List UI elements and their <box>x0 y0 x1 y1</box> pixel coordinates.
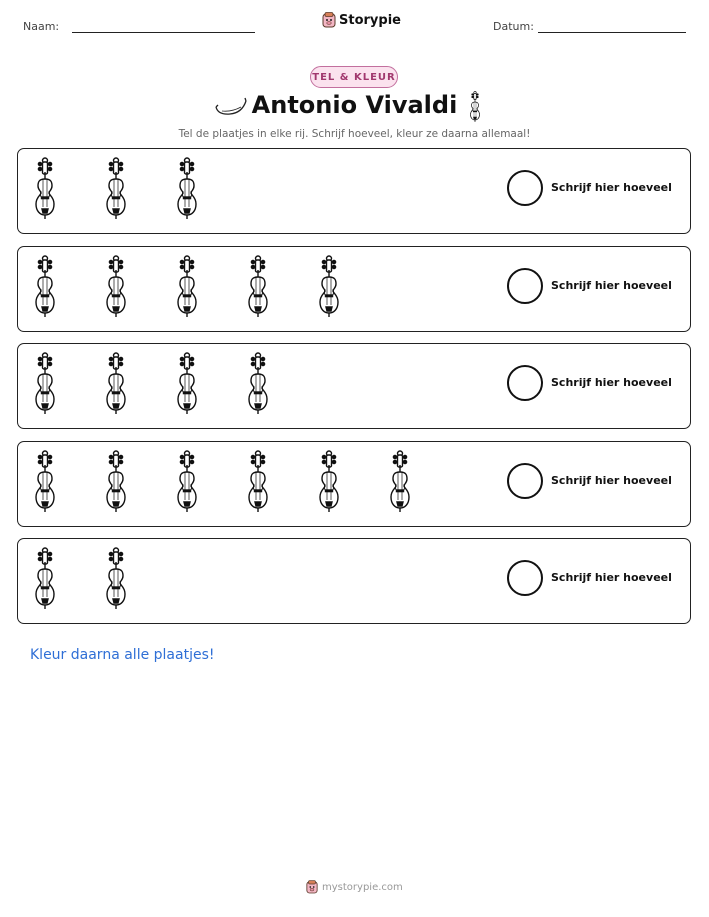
site-footer <box>306 880 403 894</box>
violin-icon[interactable] <box>102 547 130 611</box>
violin-icon[interactable] <box>102 157 130 221</box>
violin-icon[interactable] <box>31 547 59 611</box>
answer-circle[interactable] <box>507 268 543 304</box>
date-label: Datum: <box>493 20 534 33</box>
counting-row <box>17 148 691 234</box>
violin-icon[interactable] <box>173 450 201 514</box>
title-row <box>0 91 709 125</box>
activity-badge: TEL & KLEUR <box>310 66 398 88</box>
instructions: Tel de plaatjes in elke rij. Schrijf hoeveel, kleur ze daarna allemaal! <box>178 128 531 140</box>
violin-icon[interactable] <box>173 255 201 319</box>
site-url: mystorypie.com <box>322 881 403 893</box>
violin-icon[interactable] <box>244 450 272 514</box>
brand-name: Storypie <box>339 12 401 28</box>
answer-label: Schrijf hier hoeveel <box>551 278 672 292</box>
pig-mascot-icon <box>322 12 336 28</box>
violin-icon <box>466 91 484 123</box>
violin-icon[interactable] <box>315 450 343 514</box>
answer-label: Schrijf hier hoeveel <box>551 571 672 584</box>
counting-row <box>17 441 691 527</box>
pig-mascot-icon <box>306 880 318 894</box>
violin-icon[interactable] <box>31 352 59 416</box>
counting-row <box>17 343 691 429</box>
worksheet-header <box>0 0 709 44</box>
footer-note: Kleur daarna alle plaatjes! <box>30 647 215 663</box>
name-label: Naam: <box>23 20 60 33</box>
violin-icon[interactable] <box>173 352 201 416</box>
violin-icon[interactable] <box>102 450 130 514</box>
page-title: Antonio Vivaldi <box>251 91 458 119</box>
violin-icon[interactable] <box>31 450 59 514</box>
storypie-logo <box>322 12 401 28</box>
answer-label: Schrijf hier hoeveel <box>551 473 672 487</box>
answer-circle[interactable] <box>507 170 543 206</box>
violin-icon[interactable] <box>315 255 343 319</box>
violin-icon[interactable] <box>173 157 201 221</box>
answer-circle[interactable] <box>507 365 543 401</box>
violin-icon[interactable] <box>102 352 130 416</box>
counting-row <box>17 246 691 332</box>
violin-icon[interactable] <box>244 255 272 319</box>
answer-label: Schrijf hier hoeveel <box>551 181 672 194</box>
answer-circle[interactable] <box>507 560 543 596</box>
violin-icon[interactable] <box>31 255 59 319</box>
answer-circle[interactable] <box>507 463 543 499</box>
answer-label: Schrijf hier hoeveel <box>551 376 672 389</box>
name-line[interactable] <box>72 32 255 33</box>
violin-icon[interactable] <box>386 450 414 514</box>
date-line[interactable] <box>538 32 686 33</box>
violin-icon[interactable] <box>31 157 59 221</box>
violin-icon[interactable] <box>244 352 272 416</box>
violin-icon[interactable] <box>102 255 130 319</box>
counting-row <box>17 538 691 624</box>
